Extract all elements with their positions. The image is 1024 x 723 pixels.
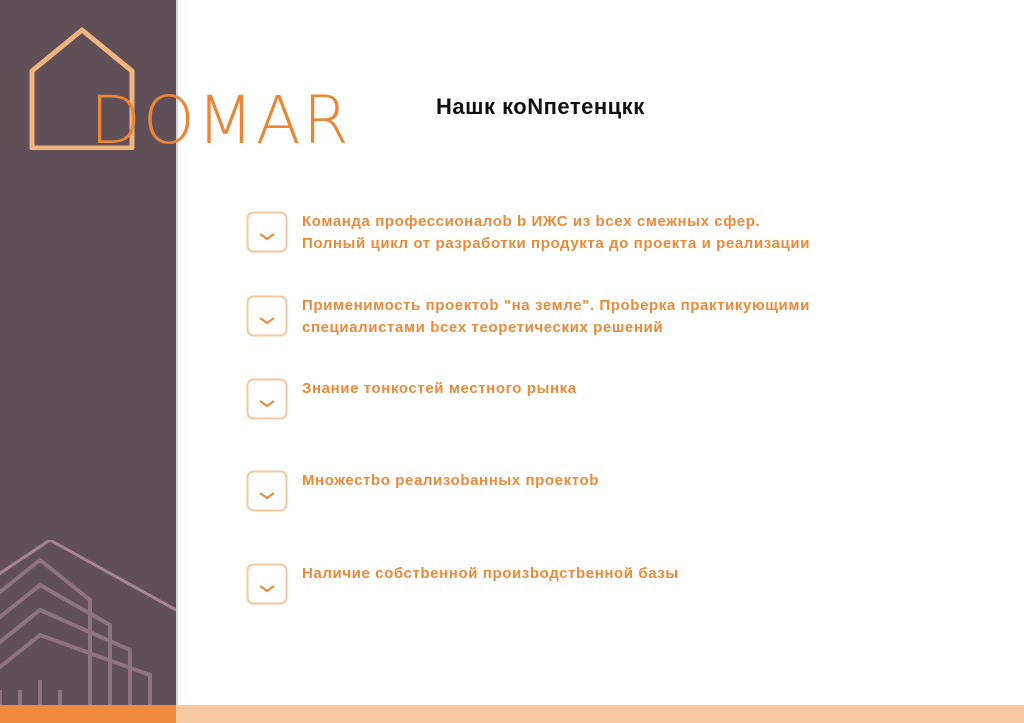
bottom-accent-bar-dark <box>0 705 176 723</box>
chevron-down-icon <box>246 211 288 253</box>
list-item <box>246 211 966 271</box>
list-item <box>246 470 966 530</box>
chevron-down-icon <box>246 378 288 420</box>
item-text: Наличие собстbенной произbодстbенной базы <box>302 565 679 582</box>
chevron-down-icon <box>246 470 288 512</box>
chevron-down-icon <box>246 295 288 337</box>
house-outline-pattern <box>0 540 176 705</box>
chevron-down-icon <box>246 563 288 605</box>
page-title: Нашк коNпетенцкк <box>436 94 645 119</box>
domar-logo <box>24 26 351 159</box>
item-text: Применимость проектоb "на земле". Проbерка практикующими специалистами bcex теоретических решений <box>302 297 810 336</box>
logo-text: DOMAR <box>90 82 351 159</box>
item-text: Команда профессионалоb b ИЖС из bcex cмежных сфер. Полный цикл от разработки продукта до проекта и реализации <box>302 213 811 252</box>
item-text: Знание тонкостей местного рынка <box>302 380 577 397</box>
item-text: Множестbо реализоbанных проектоb <box>302 472 599 489</box>
list-item <box>246 295 966 355</box>
list-item <box>246 378 966 438</box>
list-item <box>246 563 966 623</box>
